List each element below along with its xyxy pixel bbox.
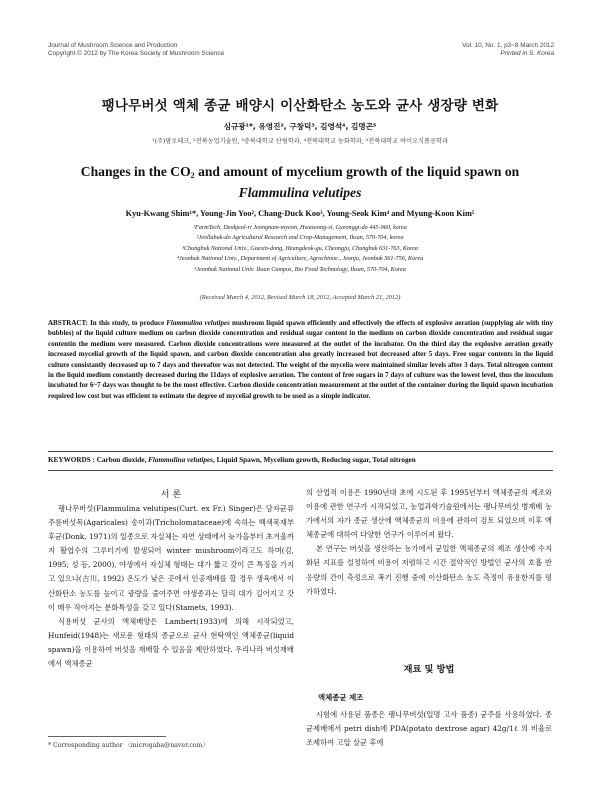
affiliation-list [0, 223, 600, 275]
divider-top [48, 451, 553, 452]
abstract-text-b: mushroom liquid spawn efficiently and effectively the effects of explosive aeration (supplying air with tiny bubbles) of the liquid culture medium on carbon dioxide concentration and residual sugar content in the medium on carbon dioxide concentration and residual sugar contentin the medium were measured. Carbon dioxide concentrations were measured at the outlet of the incubator. On the third day the explosive aeration greatly increased mycelial growth of the liquid spawn, and carbon dioxide concentration also greatly increased but decreased after 5 days. Free sugar contents in the liquid culture consistantly decreased up to 7 days and thereafter was not detected. The weight of the mycelia were maintained similar levels after 3 days. Total nitrogen content in the liquid medium constantly decreased during the 11days of explosive aeration. The content of free sugars in 7 days of culture was the lowest level, thus the inoculum incubated for 6~7 days was thought to be the most effective. Carbon dioxide concentration measurement at the outlet of the container during the liquid spawn incubation required low cost but was efficient to estimate the degree of mycelial growth to be used as a simple indicator. [48, 319, 554, 400]
right-column [306, 486, 552, 599]
keywords-text-b: , Liquid Spawn, Mycelium growth, Reducing sugar, Total nitrogen [212, 456, 416, 464]
right-column-methods [306, 708, 552, 750]
journal-header [48, 42, 224, 58]
paragraph: 의 산업적 이용은 1990년대 초에 시도된 후 1995년부터 액체종균의 제조와 이용에 관한 연구가 시작되었고, 농업과학기술원에서는 팽나무버섯 병재배 농가에서의 자가 종균 생산에 액체종균의 이용에 관하여 검토 되었으며 이후 액체종균에 대하여 다양한 연구가 이루어져 왔다. [306, 488, 552, 540]
printed-line: Printed in S. Korea [500, 50, 554, 57]
footnote-rule [48, 736, 166, 737]
abstract-label: ABSTRACT: [48, 319, 88, 327]
abstract-text-a: In this study, to produce [87, 319, 167, 327]
divider-bottom [48, 470, 553, 471]
affiliation-5: ⁵Jeonbuk National Univ. Iksan Campus, Bio Food Technology, Iksan, 570-704, Korea [194, 265, 406, 273]
section-methods-title: 재료 및 방법 [403, 664, 455, 675]
corresponding-author-footnote: * Corresponding author 〈microgaba@naver.com〉 [48, 742, 209, 749]
issue-info [462, 42, 554, 58]
abstract-species: Flammulina velutipes [166, 319, 230, 327]
affiliation-3: ³Chungbuk National Univ., Gaesin-dong, Heungdeok-gu, Cheongju, Chungbuk 631-763, Korea [182, 244, 418, 252]
paragraph: 시험에 사용된 품종은 팽나무버섯(일명 고사 품종) 균주를 사용하였다. 종균제배에서 petri dish에 PDA(potato dextrose agar) 42g/1ℓ 의 비율로 조제하여 고압 살균 후에 [306, 710, 552, 748]
section-introduction-title: 서 론 [160, 489, 182, 500]
keywords-text-a: Carbon dioxide, [96, 456, 149, 464]
english-title-species: Flammulina velutipes [238, 185, 362, 200]
affiliation-2: ²Jeollabuk-do Agricultural Research and Crop-Management, Iksan, 570-704, korea [196, 234, 404, 242]
subsection-title: 액체종균 제조 [318, 693, 364, 702]
english-title-subscript: 2 [190, 171, 195, 180]
left-column [48, 502, 294, 671]
english-title [50, 163, 550, 201]
abstract [48, 318, 553, 401]
keywords [48, 456, 553, 464]
english-title-part2: and amount of mycelium growth of the liquid spawn on [194, 164, 520, 179]
journal-name: Journal of Mushroom Science and Production [48, 42, 178, 49]
english-authors: Kyu-Kwang Shim¹*, Young-Jin Yoo², Chang-Duck Koo³, Young-Seok Kim⁴ and Myung-Koon Kim⁵ [125, 209, 475, 218]
affiliation-1: ¹FarmTech, Deokjeol-ri Jeongnam-myeon, Hwaseong-si, Gyeonggi-do 445-960, korea [193, 224, 407, 231]
keywords-species: Flammulina velutipes [148, 456, 213, 464]
paragraph: 식용버섯 균사의 액체배양은 Lambert(1933)에 의해 시작되었고, Hunfeid(1948)는 새로운 형태의 종균으로 균사 현탁액인 액체종균(liquid spawn)을 이용하여 버섯을 재배할 수 있음을 제안하였다. 우리나라 버섯재배에서 액체종균 [48, 616, 294, 669]
paragraph: 팽나무버섯(Flammulina velutipes(Curt. ex Fr.) Singer)은 담자균류 주름버섯목(Agaricales) 송이과(Tricholomataceae)에 속하는 백색목재부후균(Donk, 1971)의 일종으로 자실체는 자연 상태에서 늦가을부터 초겨울까지 활엽수의 그루터기에 발생되어 winter mushroom이라고도 하며(김, 1995; 성 등, 2000), 야생에서 자실체 형태는 대가 짧고 갓이 큰 특징을 가지고 있으나(古川, 1992) 온도가 낮은 곳에서 인공재배를 할 경우 생육에서 이산화탄소 농도를 높이고 광량을 줄여주면 야생종과는 달리 대가 길어지고 갓이 매우 작아지는 분화특성을 갖고 있다(Stamets, 1993). [48, 504, 294, 612]
korean-authors: 심규광¹*, 유영진², 구창덕³, 김영석⁴, 김명곤⁵ [223, 122, 377, 131]
korean-affiliations: ¹(주)팜오테크, ²전북농업기술원, ³충북대학교 산림학과, ⁴전북대학교 농화학과, ⁵전북대학교 바이오식품공학과 [152, 138, 448, 145]
paragraph: 본 연구는 버섯을 생산하는 농가에서 균일한 액체종균의 제조 생산에 수지화된 지표를 설정하여 비용이 저렴하고 시간 절약적인 방법인 균사의 호흡 반응량의 간이 측정으로 폭기 진행 중에 이산화탄소 농도 측정이 유용한지를 평가하였다. [306, 544, 552, 596]
received-dates: (Received March 4, 2012, Revised March 18, 2012, Accepted March 21, 2012) [199, 294, 401, 301]
volume-line: Vol. 10, No. 1, p3~8 March 2012 [462, 42, 554, 49]
korean-title: 팽나무버섯 액체 종균 배양시 이산화탄소 농도와 균사 생장량 변화 [101, 98, 499, 114]
affiliation-4: ⁴Jeonbuk National Univ., Department of Agriculture, Agrochimie., Jeonju, Jeonbuk 561-756, Korea [176, 255, 424, 263]
keywords-label: KEYWORDS : [48, 456, 97, 464]
english-title-part1: Changes in the CO [80, 164, 191, 179]
copyright-line: Copyright © 2012 by The Korea Society of Mushroom Science [48, 50, 225, 57]
